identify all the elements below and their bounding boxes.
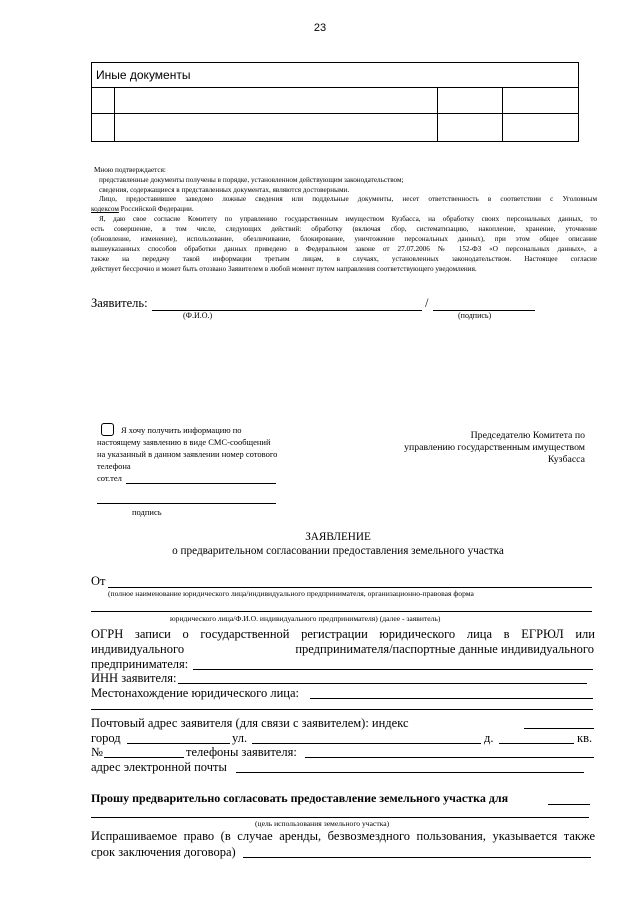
- phones-field-line[interactable]: [305, 757, 594, 758]
- confirm-intro: Мною подтверждается:: [94, 166, 166, 174]
- from-caption-1: (полное наименование юридического лица/индивидуального предпринимателя, организационно-правовая форма: [108, 589, 474, 598]
- other-documents-table: [91, 62, 579, 142]
- from-caption-2: юридического лица/Ф.И.О. индивидуального предпринимателя) (далее - заявитель): [170, 614, 441, 623]
- email-label: адрес электронной почты: [91, 760, 227, 774]
- inn-field-line[interactable]: [178, 683, 587, 684]
- location-label: Местонахождение юридического лица:: [91, 686, 299, 700]
- fio-caption: (Ф.И.О.): [183, 311, 213, 320]
- consent-line-5: также на передачу такой информации третьим лицам, в случаях, установленных законодательством. Настоящее согласие: [91, 255, 597, 263]
- purpose-caption: (цель использования земельного участка): [255, 819, 390, 828]
- sms-consent-checkbox[interactable]: [101, 423, 114, 436]
- from-label: От: [91, 574, 106, 588]
- sms-signature-caption: подпись: [132, 507, 162, 517]
- table-header-row: [92, 63, 578, 88]
- street-label: ул.: [232, 731, 248, 745]
- purpose-field-line-inline[interactable]: [548, 804, 590, 805]
- purpose-field-line[interactable]: [91, 817, 589, 818]
- city-field-line[interactable]: [127, 743, 230, 744]
- sms-line-3: на указанный в данном заявлении номер сотового: [97, 449, 278, 459]
- applicant-label: Заявитель:: [91, 296, 148, 310]
- phones-label: телефоны заявителя:: [186, 745, 297, 759]
- addressee-line-2: управлению государственным имуществом: [404, 442, 585, 453]
- consent-line-3: (обновление, изменение), использование, обезличивание, блокирование, уничтожение персональных данных), при этом общее описание: [91, 235, 597, 243]
- consent-line-4: вышеуказанных способов обработки данных приведено в Федеральном законе от 27.07.2006 № 152-ФЗ «О персональных данных», а: [91, 245, 597, 253]
- confirm-line-4-rest: Российской Федерации.: [118, 205, 194, 213]
- confirm-line-3: Лицо, предоставившее заведомо ложные сведения или поддельные документы, несет ответственность в соответствии с Уголовным: [99, 195, 597, 203]
- from-field-line[interactable]: [108, 587, 592, 588]
- from-field-line-2[interactable]: [91, 611, 592, 612]
- right-line-2: срок заключения договора): [91, 845, 236, 859]
- apt-number-field-line[interactable]: [104, 757, 184, 758]
- page-number: 23: [313, 22, 327, 34]
- signature-slash: /: [425, 296, 429, 310]
- city-label: город: [91, 731, 121, 745]
- table-column-divider: [502, 88, 503, 141]
- index-field-line[interactable]: [524, 728, 594, 729]
- criminal-code-link[interactable]: кодексом: [91, 205, 119, 213]
- table-header-label: Иные документы: [96, 68, 191, 82]
- addressee-line-1: Председателю Комитета по: [470, 430, 585, 441]
- street-field-line[interactable]: [252, 743, 481, 744]
- application-subtitle: о предварительном согласовании предоставления земельного участка: [172, 545, 504, 557]
- table-column-divider: [114, 88, 115, 141]
- house-field-line[interactable]: [499, 743, 574, 744]
- table-row-divider: [92, 113, 578, 114]
- confirm-line-2: сведения, содержащиеся в представленных документах, являются достоверными.: [99, 186, 350, 194]
- apt-label: кв.: [577, 731, 593, 745]
- consent-line-1: Я, даю свое согласие Комитету по управлению государственным имуществом Кузбасса, на обработку своих персональных данных, то: [99, 215, 597, 223]
- table-column-divider: [437, 88, 438, 141]
- consent-line-6: действует бессрочно и может быть отозвано Заявителем в любой момент путем направления соответствующего уведомления.: [91, 265, 477, 273]
- sms-line-4: телефона: [97, 461, 131, 471]
- postal-label: Почтовый адрес заявителя (для связи с заявителем): индекс: [91, 716, 409, 730]
- phone-label: сот.тел: [97, 473, 122, 483]
- contract-term-field-line[interactable]: [243, 857, 591, 858]
- location-field-line-2[interactable]: [91, 709, 593, 710]
- ogrn-line-2b: предпринимателя/паспортные данные индивидуального: [295, 642, 594, 656]
- consent-line-2: есть совершение, в том числе, следующих действий: обработку (включая сбор, систематизацию, накопление, хранение, уточнение: [91, 225, 597, 233]
- sms-line-1: Я хочу получить информацию по: [121, 425, 242, 435]
- signature-caption: (подпись): [458, 311, 492, 320]
- email-field-line[interactable]: [236, 772, 584, 773]
- ogrn-line-3: предпринимателя:: [91, 657, 189, 671]
- number-label: №: [91, 745, 103, 759]
- house-label: д.: [484, 731, 494, 745]
- sms-signature-line[interactable]: [97, 503, 276, 504]
- sms-line-2: настоящему заявлению в виде СМС-сообщений: [97, 437, 271, 447]
- confirm-line-4: [91, 205, 194, 214]
- ogrn-line-1: ОГРН записи о государственной регистрации юридического лица в ЕГРЮЛ или: [91, 627, 595, 641]
- location-field-line[interactable]: [310, 698, 593, 699]
- phone-field-line[interactable]: [126, 483, 276, 484]
- inn-label: ИНН заявителя:: [91, 671, 177, 685]
- ogrn-field-line[interactable]: [193, 669, 593, 670]
- request-text: Прошу предварительно согласовать предоставление земельного участка для: [91, 791, 509, 805]
- ogrn-line-2a: индивидуального: [91, 642, 185, 656]
- application-title: ЗАЯВЛЕНИЕ: [305, 531, 371, 543]
- addressee-line-3: Кузбасса: [547, 454, 585, 465]
- right-line-1: Испрашиваемое право (в случае аренды, безвозмездного пользования, указывается также: [91, 829, 595, 843]
- confirm-line-1: представленные документы получены в порядке, установленном действующим законодательством;: [99, 176, 404, 184]
